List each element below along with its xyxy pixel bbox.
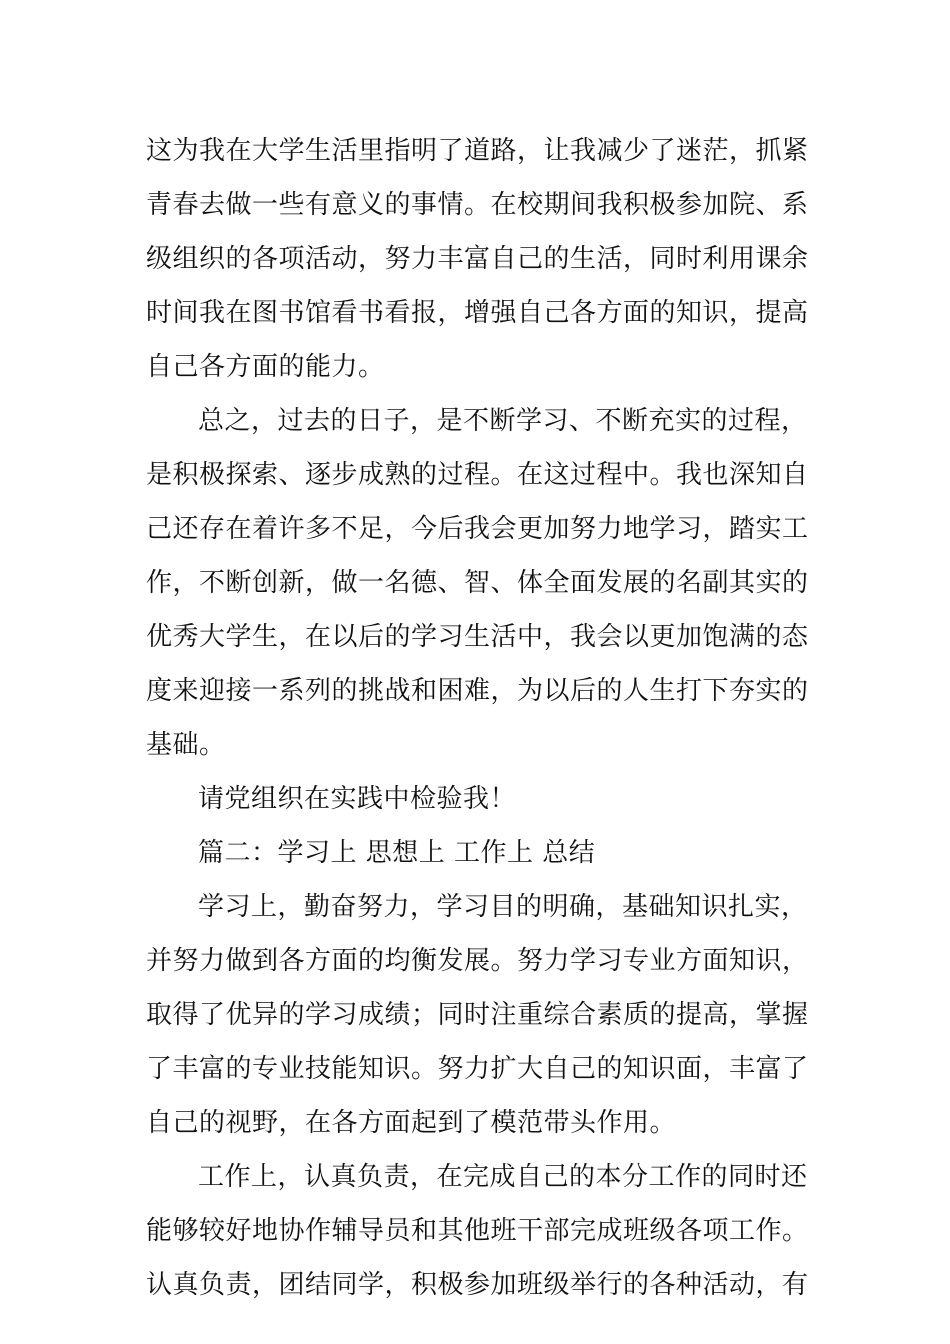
text-line: 这为我在大学生活里指明了道路，让我减少了迷茫，抓紧 xyxy=(146,136,809,166)
paragraph-start-line: 工作上，认真负责，在完成自己的本分工作的同时还 xyxy=(198,1162,808,1192)
text-line: 时间我在图书馆看书看报，增强自己各方面的知识，提高 xyxy=(146,298,809,328)
text-line: 了丰富的专业技能知识。努力扩大自己的知识面，丰富了 xyxy=(146,1054,809,1084)
text-line: 青春去做一些有意义的事情。在校期间我积极参加院、系 xyxy=(146,190,809,220)
text-line: 级组织的各项活动，努力丰富自己的生活，同时利用课余 xyxy=(146,244,809,274)
text-line: 自己各方面的能力。 xyxy=(146,352,385,382)
text-line: 作，不断创新，做一名德、智、体全面发展的名副其实的 xyxy=(146,568,809,598)
text-line: 认真负责，团结同学，积极参加班级举行的各种活动，有 xyxy=(146,1270,809,1300)
document-body xyxy=(146,124,811,1312)
text-line: 能够较好地协作辅导员和其他班干部完成班级各项工作。 xyxy=(146,1216,809,1246)
text-line: 是积极探索、逐步成熟的过程。在这过程中。我也深知自 xyxy=(146,460,809,490)
section-heading: 篇二：学习上 思想上 工作上 总结 xyxy=(198,838,596,868)
text-line: 己还存在着许多不足，今后我会更加努力地学习，踏实工 xyxy=(146,514,809,544)
paragraph-start-line: 总之，过去的日子，是不断学习、不断充实的过程， xyxy=(198,406,808,436)
text-line: 基础。 xyxy=(146,730,226,760)
text-line: 自己的视野，在各方面起到了模范带头作用。 xyxy=(146,1108,677,1138)
text-line: 并努力做到各方面的均衡发展。努力学习专业方面知识， xyxy=(146,946,809,976)
text-line: 度来迎接一系列的挑战和困难，为以后的人生打下夯实的 xyxy=(146,676,809,706)
paragraph-start-line: 学习上，勤奋努力，学习目的明确，基础知识扎实， xyxy=(198,892,808,922)
text-line: 优秀大学生，在以后的学习生活中，我会以更加饱满的态 xyxy=(146,622,809,652)
paragraph-start-line: 请党组织在实践中检验我！ xyxy=(198,784,517,814)
text-line: 取得了优异的学习成绩；同时注重综合素质的提高，掌握 xyxy=(146,1000,809,1030)
